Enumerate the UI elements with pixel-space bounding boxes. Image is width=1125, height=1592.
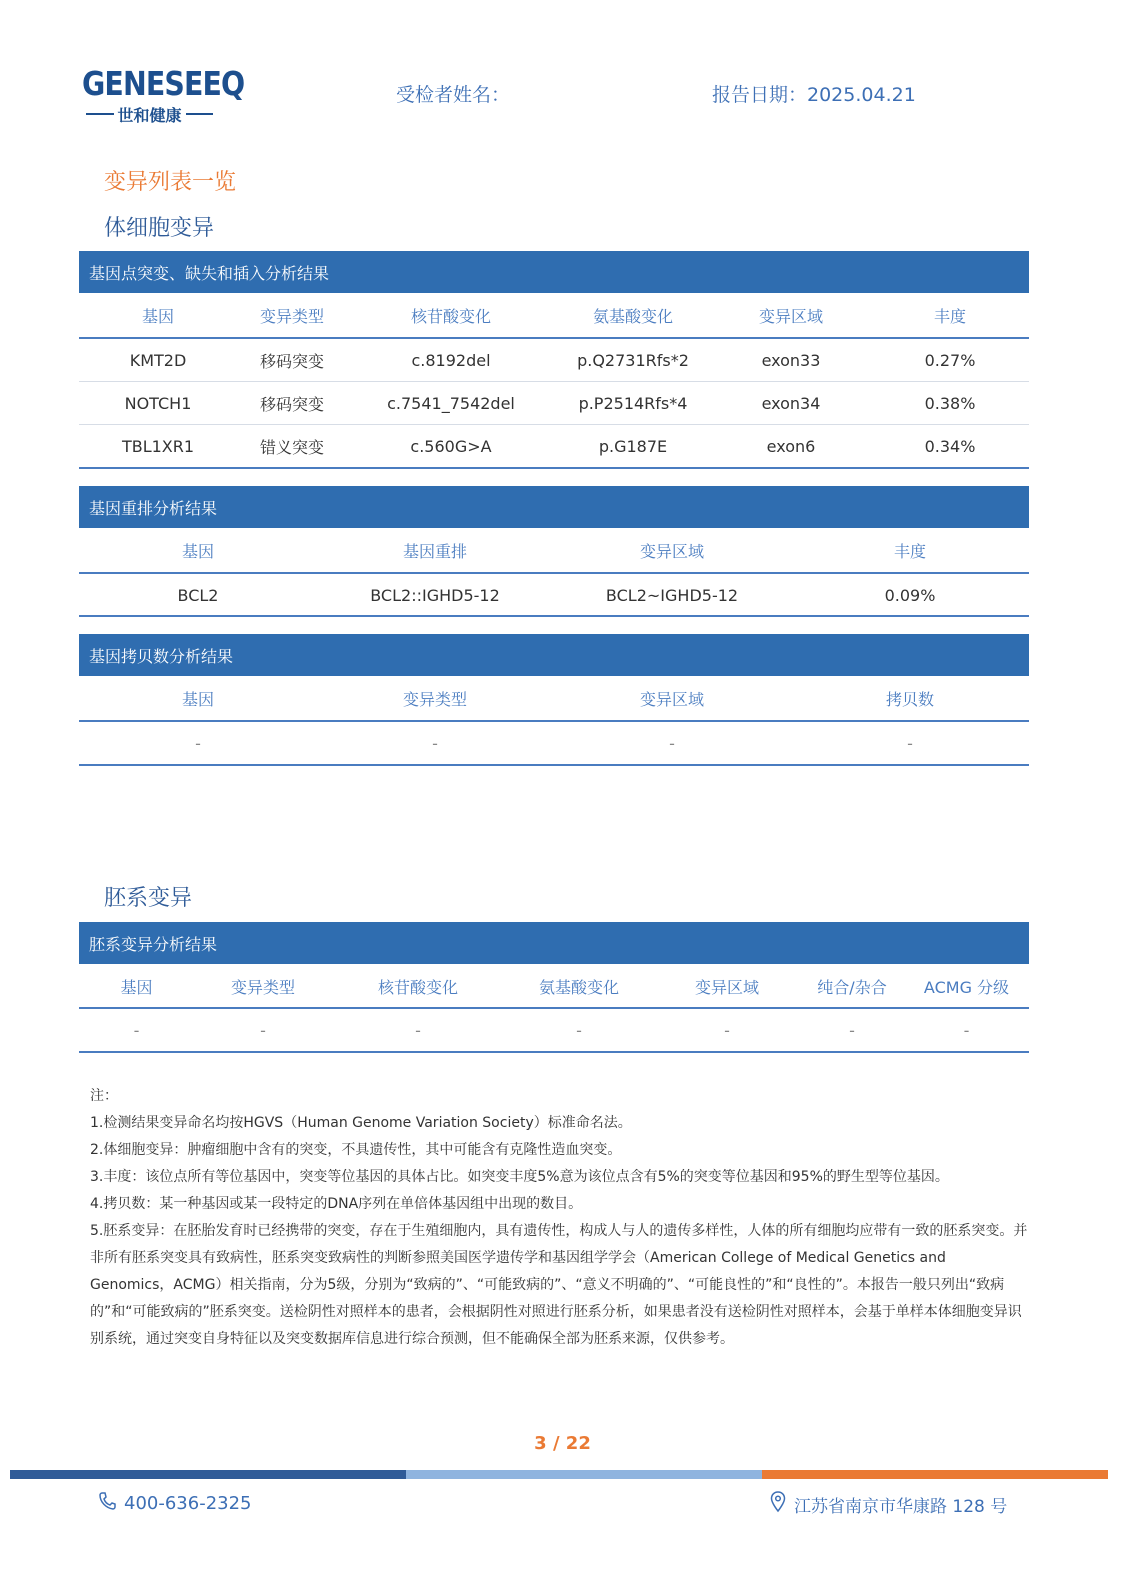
empty-cell: -	[907, 733, 913, 753]
footer-bar-orange	[762, 1470, 1108, 1479]
table-row	[79, 425, 1029, 467]
note-item: 2.体细胞变异：肿瘤细胞中含有的突变，不具遗传性，其中可能含有克隆性造血突变。	[90, 1142, 622, 1158]
snv-header-row	[79, 293, 1029, 337]
table-row	[79, 574, 1029, 616]
footer-address	[770, 1491, 1007, 1518]
snv-col-header: 丰度	[933, 306, 966, 326]
empty-cell: -	[669, 733, 675, 753]
empty-cell: -	[849, 1020, 855, 1040]
empty-cell: -	[133, 1020, 140, 1040]
note-item: 3.丰度：该位点所有等位基因中，突变等位基因的具体占比。如突变丰度5%意为该位点含有5%的突变等位基因和95%的野生型等位基因。	[90, 1169, 949, 1185]
location-pin-icon	[770, 1491, 786, 1518]
snv-col-header: 变异类型	[259, 306, 324, 326]
region-cell: BCL2~IGHD5-12	[605, 585, 739, 605]
empty-cell: -	[963, 1020, 970, 1040]
germline-col-header: 变异类型	[230, 977, 295, 997]
snv-col-header: 变异区域	[758, 306, 823, 326]
type-cell: 移码突变	[259, 351, 324, 371]
report-date: 报告日期：2025.04.21	[712, 84, 916, 106]
cnv-col-header: 拷贝数	[885, 689, 934, 709]
germline-title: 胚系变异	[104, 886, 193, 911]
abundance-cell: 0.27%	[924, 350, 976, 370]
page-number: 3 / 22	[534, 1433, 591, 1454]
germline-col-header: 变异区域	[694, 977, 759, 997]
note-item: 4.拷贝数：某一种基因或某一段特定的DNA序列在单倍体基因组中出现的数目。	[90, 1196, 583, 1212]
rearrangement-col-header: 基因重排	[402, 541, 467, 561]
footer-bar-light-blue	[406, 1470, 762, 1479]
gene-cell: NOTCH1	[124, 393, 192, 413]
empty-cell: -	[576, 1020, 582, 1040]
somatic-title: 体细胞变异	[104, 216, 215, 241]
region-cell: exon34	[761, 393, 821, 413]
cnv-section-header: 基因拷贝数分析结果	[79, 634, 1029, 676]
rearrangement-header-row	[79, 528, 1029, 572]
logo-subtitle	[82, 104, 217, 124]
notes-heading: 注：	[90, 1088, 118, 1104]
cnv-col-header: 变异区域	[639, 689, 704, 709]
empty-cell: -	[260, 1020, 266, 1040]
empty-cell: -	[432, 733, 438, 753]
phone-icon	[98, 1491, 116, 1516]
nucleotide-cell: c.7541_7542del	[387, 393, 515, 413]
germline-col-header: 核苷酸变化	[377, 977, 458, 997]
table-row	[79, 382, 1029, 424]
gene-cell: KMT2D	[129, 350, 187, 370]
region-cell: exon6	[766, 436, 816, 456]
rearrangement-section-header: 基因重排分析结果	[79, 486, 1029, 528]
note-item: 1.检测结果变异命名均按HGVS（Human Genome Variation Society）标准命名法。	[90, 1115, 632, 1131]
cnv-col-header: 基因	[181, 689, 214, 709]
gene-cell: TBL1XR1	[121, 436, 195, 456]
type-cell: 错义突变	[259, 437, 324, 457]
germline-section-header: 胚系变异分析结果	[79, 922, 1029, 964]
amino-acid-cell: p.P2514Rfs*4	[578, 393, 688, 413]
germline-col-header: 纯合/杂合	[817, 977, 887, 997]
logo-text: GENESEEQ	[82, 64, 245, 103]
snv-col-header: 核苷酸变化	[410, 306, 491, 326]
gene-cell: BCL2	[177, 585, 219, 605]
fusion-cell: BCL2::IGHD5-12	[370, 585, 500, 605]
rearrangement-col-header: 变异区域	[639, 541, 704, 561]
company-logo	[82, 64, 245, 128]
table-row	[79, 339, 1029, 381]
empty-cell: -	[724, 1020, 730, 1040]
abundance-cell: 0.38%	[924, 393, 976, 413]
abundance-cell: 0.09%	[884, 585, 936, 605]
note-item: 5.胚系变异：在胚胎发育时已经携带的突变，存在于生殖细胞内，具有遗传性，构成人与人的遗传多样性，人体的所有细胞均应带有一致的胚系突变。并非所有胚系突变具有致病性，胚系突变致病性的判断参照美国医学遗传学和基因组学学会（American College of Medical Genetics and Genomics，ACMG）相关指南，分为5级，分别为“致病的”、“可能致病的”、“意义不明确的”、“可能良性的”和“良性的”。本报告一般只列出“致病的”和“可能致病的”胚系突变。送检阴性对照样本的患者，会根据阴性对照进行胚系分析，如果患者没有送检阴性对照样本，会基于单样本体细胞变异识别系统，通过突变自身特征以及突变数据库信息进行综合预测，但不能确保全部为胚系来源，仅供参考。	[90, 1223, 1028, 1347]
variant-list-title: 变异列表一览	[104, 170, 237, 195]
address-text: 江苏省南京市华康路 128 号	[794, 1497, 1008, 1517]
table-row	[79, 722, 1029, 764]
cnv-col-header: 变异类型	[402, 689, 467, 709]
germline-col-header: 基因	[120, 977, 153, 997]
snv-col-header: 基因	[141, 306, 174, 326]
snv-section-header: 基因点突变、缺失和插入分析结果	[79, 251, 1029, 293]
germline-header-row	[79, 964, 1029, 1008]
type-cell: 移码突变	[259, 394, 324, 414]
amino-acid-cell: p.Q2731Rfs*2	[577, 350, 689, 370]
amino-acid-cell: p.G187E	[598, 436, 668, 456]
abundance-cell: 0.34%	[924, 436, 976, 456]
region-cell: exon33	[761, 350, 821, 370]
rearrangement-col-header: 基因	[181, 541, 214, 561]
empty-cell: -	[415, 1020, 421, 1040]
phone-number: 400-636-2325	[124, 1493, 252, 1514]
snv-col-header: 氨基酸变化	[592, 306, 673, 326]
rearrangement-col-header: 丰度	[893, 541, 926, 561]
empty-cell: -	[195, 733, 201, 753]
cnv-header-row	[79, 676, 1029, 720]
footer-bar-blue	[10, 1470, 406, 1479]
table-row	[79, 1009, 1029, 1051]
notes-block	[90, 1083, 1030, 1353]
nucleotide-cell: c.560G>A	[410, 436, 492, 456]
logo-subtitle-text: 世和健康	[117, 105, 182, 125]
footer-phone	[98, 1491, 252, 1516]
germline-col-header: 氨基酸变化	[538, 977, 619, 997]
germline-col-header: ACMG 分级	[923, 977, 1010, 997]
patient-name-label: 受检者姓名：	[396, 84, 511, 106]
nucleotide-cell: c.8192del	[411, 350, 491, 370]
